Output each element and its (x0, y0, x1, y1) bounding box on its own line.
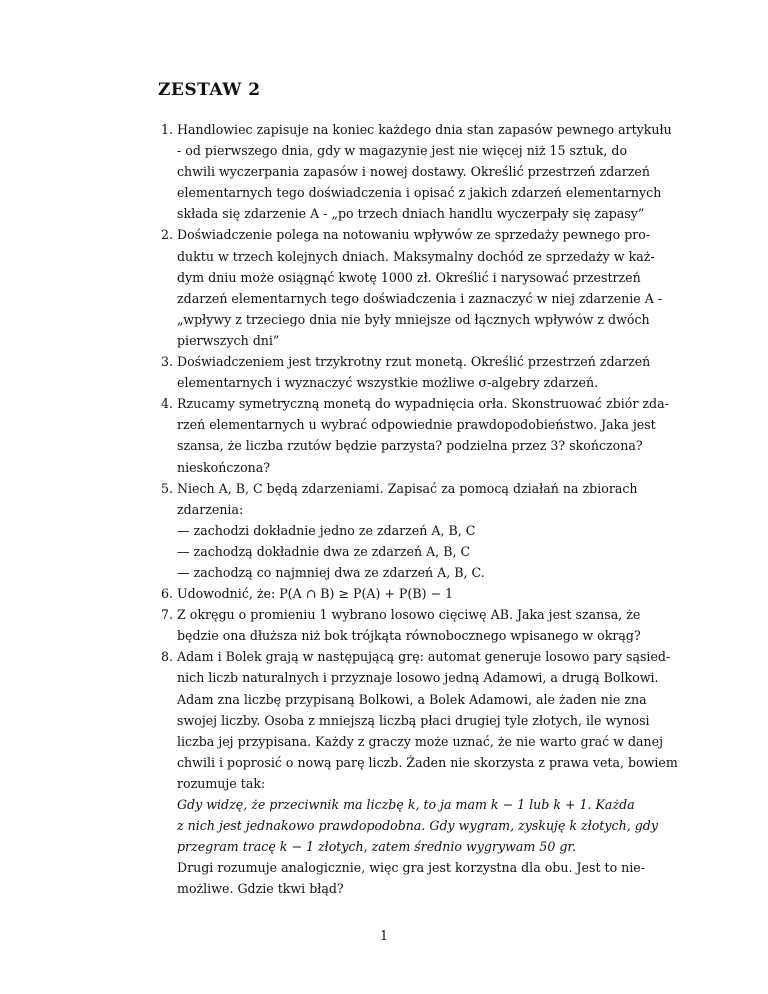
text-line: Rzucamy symetryczną monetą do wypadnięcia orła. Skonstruować zbiór zda- (177, 396, 669, 412)
text-line: szansa, że liczba rzutów będzie parzysta? podzielna przez 3? skończona? (177, 438, 643, 454)
text-line: - od pierwszego dnia, gdy w magazynie jest nie więcej niż 15 sztuk, do (177, 143, 628, 159)
problem-5 (161, 478, 638, 583)
text-line: duktu w trzech kolejnych dniach. Maksymalny dochód ze sprzedaży w każ- (177, 248, 655, 264)
problem-number: 5. (161, 480, 174, 496)
problem-6 (161, 583, 617, 604)
text-line: swojej liczby. Osoba z mniejszą liczbą płaci drugiej tyle złotych, ile wynosi (177, 712, 650, 728)
text-line: Z okręgu o promieniu 1 wybrano losowo cięciwę AB. Jaka jest szansa, że (177, 607, 641, 623)
text-line: Udowodnić, że: P(A ∩ B) ≥ P(A) + P(B) − 1 (177, 586, 454, 602)
text-line: możliwe. Gdzie tkwi błąd? (177, 881, 344, 897)
text-line: Niech A, B, C będą zdarzeniami. Zapisać za pomocą działań na zbiorach (177, 480, 638, 496)
text-line: składa się zdarzenie A - „po trzech dniach handlu wyczerpały się zapasy” (177, 206, 645, 222)
text-line: nieskończona? (177, 459, 271, 475)
page-number: 1 (379, 928, 388, 943)
text-line: elementarnych tego doświadczenia i opisać z jakich zdarzeń elementarnych (177, 185, 662, 201)
problem-number: 7. (161, 607, 174, 623)
quote-line: przegram tracę k − 1 złotych, zatem średnio wygrywam 50 gr. (177, 839, 577, 855)
text-line: Drugi rozumuje analogicznie, więc gra jest korzystna dla obu. Jest to nie- (177, 860, 646, 876)
problem-7 (161, 604, 641, 646)
problem-2 (161, 224, 663, 351)
problem-number: 3. (161, 354, 174, 370)
quote-line: Gdy widzę, że przeciwnik ma liczbę k, to ja mam k − 1 lub k + 1. Każda (177, 797, 635, 812)
problem-8 (161, 646, 678, 899)
problem-number: 2. (161, 227, 174, 243)
text-line: zdarzenia: (177, 501, 244, 517)
page-title: ZESTAW 2 (158, 80, 261, 100)
text-line: rzeń elementarnych u wybrać odpowiednie prawdopodobieństwo. Jaka jest (177, 417, 656, 433)
text-line: nich liczb naturalnych i przyznaje losowo jedną Adamowi, a drugą Bolkowi. (177, 670, 659, 686)
text-line: Doświadczenie polega na notowaniu wpływów ze sprzedaży pewnego pro- (177, 227, 651, 243)
text-line: Doświadczeniem jest trzykrotny rzut monetą. Określić przestrzeń zdarzeń (177, 354, 651, 370)
problem-4 (161, 393, 669, 477)
problem-number: 4. (161, 396, 174, 412)
text-line: „wpływy z trzeciego dnia nie były mniejsze od łącznych wpływów z dwóch (177, 311, 650, 327)
text-line: elementarnych i wyznaczyć wszystkie możliwe σ-algebry zdarzeń. (177, 375, 599, 391)
text-line: pierwszych dni” (177, 332, 280, 348)
condition-item: — zachodzą co najmniej dwa ze zdarzeń A, B, C. (177, 564, 485, 580)
problem-number: 8. (161, 649, 174, 665)
problem-list (161, 119, 678, 899)
text-line: rozumuje tak: (177, 775, 266, 791)
quote-line: z nich jest jednakowo prawdopodobna. Gdy wygram, zyskuję k złotych, gdy (177, 818, 658, 834)
text-line: Handlowiec zapisuje na koniec każdego dnia stan zapasów pewnego artykułu (177, 122, 672, 137)
problem-number: 1. (161, 122, 174, 137)
problem-number: 6. (161, 586, 174, 602)
text-line: będzie ona dłuższa niż bok trójkąta równobocznego wpisanego w okrąg? (177, 628, 641, 644)
text-line: liczba jej przypisana. Każdy z graczy może uznać, że nie warto grać w danej (177, 733, 664, 749)
problem-3 (161, 351, 651, 393)
condition-item: — zachodzi dokładnie jedno ze zdarzeń A, B, C (177, 522, 476, 538)
text-line: Adam zna liczbę przypisaną Bolkowi, a Bolek Adamowi, ale żaden nie zna (177, 691, 647, 707)
condition-item: — zachodzą dokładnie dwa ze zdarzeń A, B, C (177, 543, 471, 559)
text-line: chwili i poprosić o nową parę liczb. Żaden nie skorzysta z prawa veta, bowiem (177, 754, 678, 770)
text-line: dym dniu może osiągnąć kwotę 1000 zł. Określić i narysować przestrzeń (177, 269, 641, 285)
text-line: Adam i Bolek grają w następującą grę: automat generuje losowo pary sąsied- (177, 649, 671, 665)
text-line: zdarzeń elementarnych tego doświadczenia i zaznaczyć w niej zdarzenie A - (177, 290, 663, 306)
text-line: chwili wyczerpania zapasów i nowej dostawy. Określić przestrzeń zdarzeń (177, 164, 650, 180)
problem-1 (161, 119, 672, 224)
